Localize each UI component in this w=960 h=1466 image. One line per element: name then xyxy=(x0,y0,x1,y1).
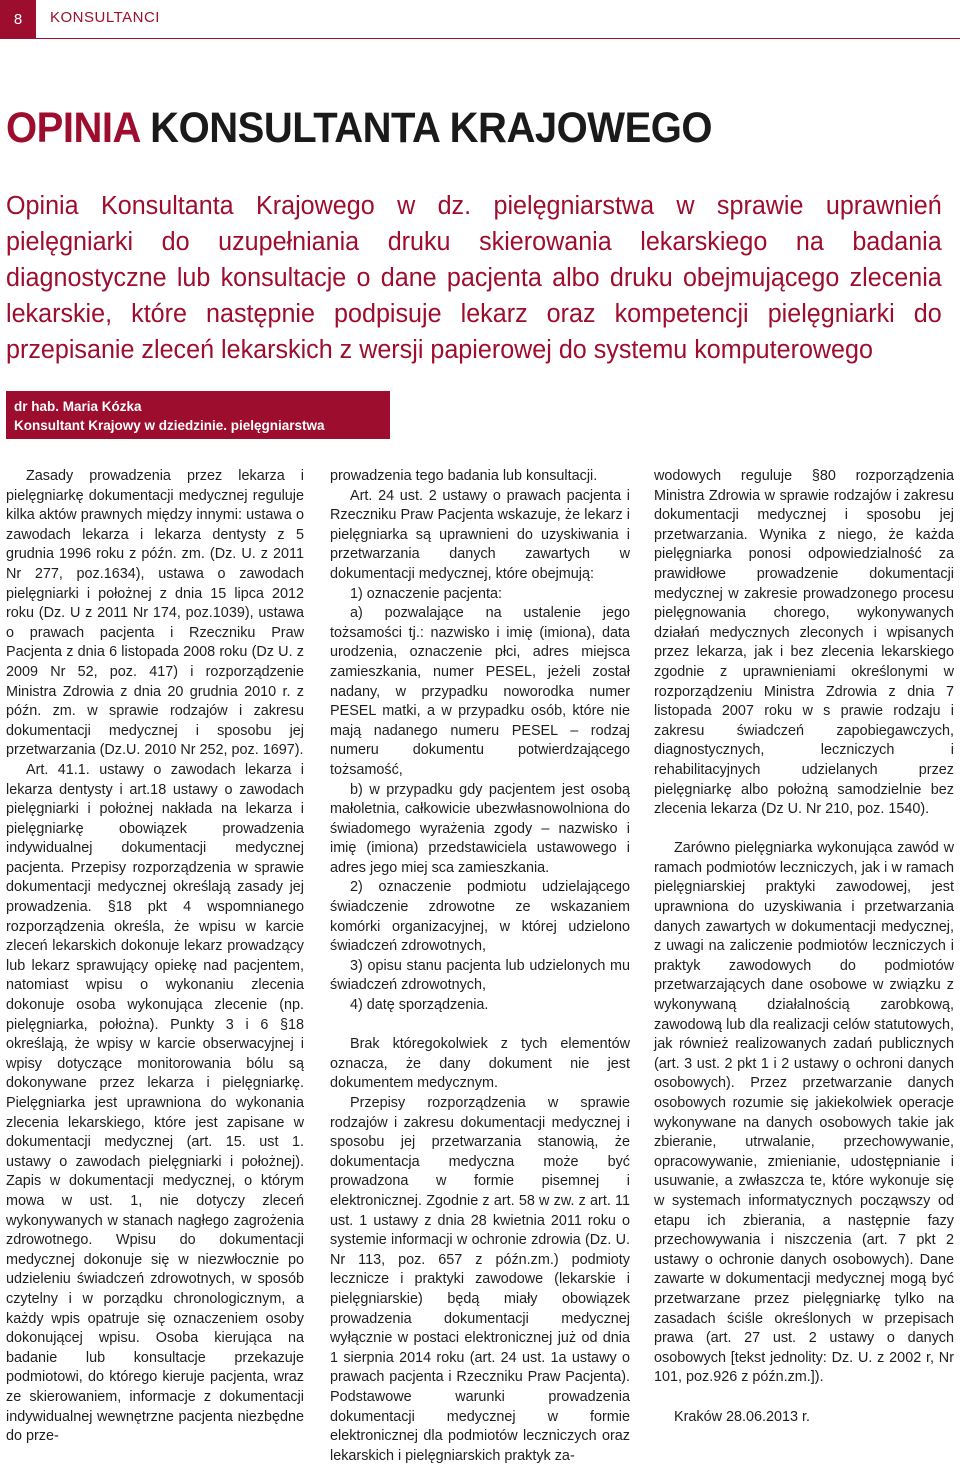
column-2 xyxy=(330,467,630,1466)
page-header xyxy=(0,0,960,39)
signature-date: Kraków 28.06.2013 r. xyxy=(674,1408,811,1425)
column-1 xyxy=(6,467,304,1447)
title-red: OPINIA xyxy=(6,104,140,152)
list-item: b) w przypadku gdy pacjentem jest osobą małoletnia, całkowicie ubezwłasnowolniona do świadomego wyrażenia zgody – nazwisko i imię (imiona) przedstawiciela ustawowego i adres jego miej sca zamieszkania. xyxy=(330,781,630,876)
paragraph: Zasady prowadzenia przez lekarza i pielęgniarkę dokumentacji medycznej reguluje kilka aktów prawnych między innymi: ustawa o zawodach lekarza i lekarza dentysty z 5 grudnia 1996 roku z późn. zm. (Dz. U. z 2011 Nr 277, poz.1634), ustawa o zawodach pielęgniarki i położnej z dnia 15 lipca 2012 roku (Dz. U z 2011 Nr 174, poz.1039), ustawa o prawach pacjenta i Rzeczniku Praw Pacjenta z dnia 6 listopada 2008 roku (Dz U. z 2009 Nr 52, poz. 417) i rozporządzenie Ministra Zdrowia z dnia 20 grudnia 2010 r. z późn. zm. w sprawie rodzajów i zakresu dokumentacji medycznej i sposobu jej przetwarzania (Dz.U. 2010 Nr 252, poz. 1697). xyxy=(6,468,304,759)
article-title xyxy=(6,104,712,153)
title-dark: KONSULTANTA KRAJOWEGO xyxy=(150,104,713,152)
list-item: 1) oznaczenie pacjenta: xyxy=(350,585,503,602)
author-name: dr hab. Maria Kózka xyxy=(14,399,142,414)
paragraph: Art. 41.1. ustawy o zawodach lekarza i lekarza dentysty i art.18 ustawy o zawodach pielęgniarki i położnej nakłada na lekarza i pielęgniarkę obowiązek prowadzenia indywidualnej dokumentacji medycznej pacjenta. Przepisy rozporządzenia w sprawie dokumentacji medycznej określają zasady jej prowadzenia. §18 pkt 4 wspomnianego rozporządzenia określa, że wpisu w karcie zleceń lekarskich dokonuje lekarz prowadzący lub lekarz sprawujący opiekę nad pacjentem, natomiast wpisu o wykonaniu zlecenia dokonuje osoba wykonująca zlecenie (np. pielęgniarka, położna). Punkty 3 i 6 §18 określają, że wpisy w karcie obserwacyjnej i wpisy dotyczące monitorowania bólu są dokonywane przez lekarza i pielęgniarkę. Pielęgniarka jest uprawniona do wykonania zlecenia lekarskiego, które jest zapisane w dokumentacji medycznej (art. 15. ust 1. ustawy o zawodach pielęgniarki i położnej). Zapis w dokumentacji medycznej, o którym mowa w ust. 1, nie dotyczy zleceń wykonywanych w stanach nagłego zagrożenia zdrowotnego. Wpisu do dokumentacji medycznej dokonuje się w niezwłocznie po udzieleniu świadczeń zdrowotnych, w sposób czytelny i w porządku chronologicznym, a każdy wpis opatruje się oznaczeniem osoby dokonującej wpisu. Osoba kierująca na badanie lub konsultacje przekazuje podmiotowi, do którego kieruje pacjenta, wraz ze skierowaniem, informacje z dokumentacji indywidualnej wewnętrzne pacjenta niezbędne do prze- xyxy=(6,761,304,1445)
list-item: 2) oznaczenie podmiotu udzielającego świadczenie zdrowotne ze wskazaniem komórki organizacyjnej, w której udzielono świadczeń zdrowotnych, xyxy=(330,879,630,955)
paragraph: Art. 24 ust. 2 ustawy o prawach pacjenta i Rzeczniku Praw Pacjenta wskazuje, że lekarz i pielęgniarka są uprawnieni do uzyskiwania i przetwarzania danych zawartych w dokumentacji medycznej, które obejmują: xyxy=(330,487,630,582)
author-box xyxy=(6,391,390,439)
list-item: 4) datę sporządzenia. xyxy=(350,997,489,1014)
column-3 xyxy=(654,467,954,1427)
author-role: Konsultant Krajowy w dziedzinie. pielęgniarstwa xyxy=(14,418,325,433)
paragraph: Przepisy rozporządzenia w sprawie rodzajów i zakresu dokumentacji medycznej i sposobu jej przetwarzania stanowią, że dokumentacja medyczna może być prowadzona w formie pisemnej i elektronicznej. Zgodnie z art. 58 w zw. z art. 11 ust. 1 ustawy z dnia 28 kwietnia 2011 roku o systemie informacji w ochronie zdrowia (Dz. U. Nr 113, poz. 657 z późn.zm.) podmioty lecznicze i praktyki zawodowe (lekarskie i pielęgniarskie) będą miały obowiązek prowadzenia dokumentacji medycznej wyłącznie w postaci elektronicznej już od dnia 1 sierpnia 2014 roku (art. 24 ust. 1a ustawy o prawach pacjenta i Rzeczniku Praw Pacjenta). Podstawowe warunki prowadzenia dokumentacji medycznej w formie elektronicznej dla podmiotów leczniczych oraz lekarskich i pielęgniarskich praktyk za- xyxy=(330,1095,630,1464)
paragraph: wodowych reguluje §80 rozporządzenia Ministra Zdrowia w sprawie rodzajów i zakresu dokumentacji medycznej i sposobu jej przetwarzania. Wynika z niego, że każda pielęgniarka ponosi odpowiedzialność za prawidłowe prowadzenie dokumentacji medycznej w zakresie prowadzonego procesu pielęgnowania chorego, wykonywanych działań medycznych zleconych i wpisanych przez lekarza, jak i bez zlecenia lekarskiego zgodnie z uprawnieniami określonymi w rozporządzeniu Ministra Zdrowia z dnia 7 listopada 2007 roku w s prawie rodzaju i zakresu świadczeń zapobiegawczych, diagnostycznych, leczniczych i rehabilitacyjnych udzielanych przez pielęgniarkę albo położną samodzielnie bez zlecenia lekarza (Dz U. Nr 210, poz. 1540). xyxy=(654,468,954,818)
list-item: a) pozwalające na ustalenie jego tożsamości tj.: nazwisko i imię (imiona), data urodzenia, oznaczenie płci, adres miejsca zamieszkania, numer PESEL, jeżeli został nadany, w przypadku noworodka numer PESEL matki, a w przypadku osób, które nie mają nadanego numeru PESEL – rodzaj numeru dokumentu potwierdzającego tożsamość, xyxy=(330,605,630,778)
page-number: 8 xyxy=(0,0,36,38)
section-label: KONSULTANCI xyxy=(50,9,160,26)
paragraph: Brak któregokolwiek z tych elementów oznacza, że dany dokument nie jest dokumentem medycznym. xyxy=(330,1036,630,1092)
paragraph: prowadzenia tego badania lub konsultacji. xyxy=(330,468,598,484)
list-item: 3) opisu stanu pacjenta lub udzielonych mu świadczeń zdrowotnych, xyxy=(330,957,630,994)
paragraph: Zarówno pielęgniarka wykonująca zawód w ramach podmiotów leczniczych, jak i w ramach pielęgniarskiej praktyki zawodowej, jest uprawniona do uzyskiwania i przetwarzania danych zawartych w dokumentacji medycznej, z uwagi na zaliczenie podmiotów leczniczych i praktyk zawodowych do podmiotów przetwarzających dane osobowe w związku z wykonywaną działalnością zarobkową, zawodową lub dla realizacji celów statutowych, jak również realizowanych zadań publicznych (art. 3 ust. 2 pkt 1 i 2 ustawy o ochroni danych osobowych). Przez przetwarzanie danych osobowych rozumie się jakiekolwiek operacje wykonywane na danych osobowych takie jak zbieranie, utrwalanie, przechowywanie, opracowywanie, zmienianie, udostępnianie i usuwanie, a zwłaszcza te, które wykonuje się w systemach informatycznych począwszy od etapu ich zbierania, a następnie fazy przechowywania i niszczenia (art. 7 pkt 2 ustawy o ochronie danych osobowych). Dane zawarte w dokumentacji medycznej mogą być przetwarzane przez pielęgniarkę tylko na zasadach ściśle określonych w przepisach prawa (art. 27 ust. 2 ustawy o danych osobowych [tekst jednolity: Dz. U. z 2002 r, Nr 101, poz.926 z późn.zm.]). xyxy=(654,840,954,1386)
lead-paragraph: Opinia Konsultanta Krajowego w dz. pielęgniarstwa w sprawie uprawnień pielęgniarki do uzupełniania druku skierowania lekarskiego na badania diagnostyczne lub konsultacje o dane pacjenta albo druku obejmującego zlecenia lekarskie, które następnie podpisuje lekarz oraz kompetencji pielęgniarki do przepisanie zleceń lekarskich z wersji papierowej do systemu komputerowego xyxy=(6,192,942,364)
